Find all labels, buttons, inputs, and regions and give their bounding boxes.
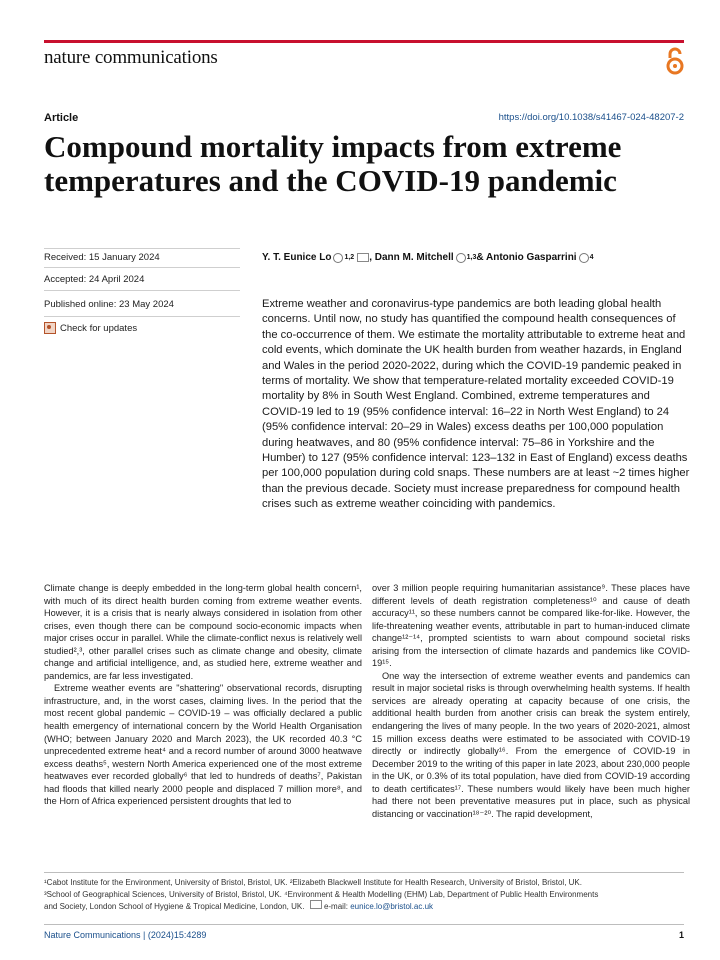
affiliation-divider [44,872,684,873]
email-icon[interactable] [357,253,369,262]
affiliation-line: ¹Cabot Institute for the Environment, University of Bristol, Bristol, UK. ²Elizabeth Blackwell Institute for Health Research, University of Bristol, Bristol, UK. [44,878,582,887]
affiliation-line: ³School of Geographical Sciences, University of Bristol, Bristol, UK. ⁴Environment & Health Modelling (EHM) Lab, Department of Public Health Environments [44,889,599,899]
corresponding-email[interactable]: eunice.lo@bristol.ac.uk [350,902,434,911]
body-paragraph: One way the intersection of extreme weather events and pandemics can result in major societal risks is through overwhelming health systems. If health services are already operating at capacity because of one crisis, the additional health burden from another crisis can break the system entirely, endangering the lives of many people. In the two years of 2020-2021, almost 15 million excess deaths were estimated to be associated with COVID-19 directly or indirectly globally¹⁶. From the emergence of COVID-19 in December 2019 to the writing of this paper in late 2023, about 230,000 people in the UK, or 0.3% of its total population, have died from COVID-19 according to death certificates¹⁷. These numbers would likely have been much higher had there not been preventative measures put in place, such as physical distancing or vaccination¹⁸⁻²⁰. The rapid development, [372,670,690,819]
author-affiliation: 4 [589,254,594,261]
author-name[interactable]: & Antonio Gasparrini [476,252,577,263]
author-name[interactable]: Y. T. Eunice Lo [262,252,332,263]
orcid-icon[interactable] [333,253,343,263]
body-paragraph: Climate change is deeply embedded in the long-term global health concern¹, with much of its direct health burden coming from extreme weather events. However, it is a crisis that is nearly always considered in isolation from other crises, even though there can be compound socio-economic impacts when major crises occur in parallel. While the climate-conflict nexus is relatively well studied²,³, other parallel crises such as climate change and obesity, climate change and artificial intelligence, and, as studied here, extreme weather and pandemics, are far less investigated. [44,583,362,681]
author-list [262,252,594,263]
body-paragraph: Extreme weather events are "shattering" observational records, disrupting infrastructure, and, in the worst cases, claiming lives. In the period that the most recent global pandemic – COVID-19 – was officially declared a public health emergency of international concern by the World Health Organisation (WHO; between January 2020 and March 2023), the UK recorded 40.3 °C unprecedented extreme heat⁴ and a record number of around 3000 heatwave excess deaths⁵, western North America experienced one of the most extreme heatwaves ever recorded globally⁶ that led to hundreds of deaths⁷, Pakistan had floods that killed nearly 2000 people and displaced 7 million more⁸, and the Horn of Africa experienced persistent droughts that led to [44,683,362,807]
orcid-icon[interactable] [456,253,466,263]
paper-title: Compound mortality impacts from extreme temperatures and the COVID-19 pandemic [44,129,622,198]
author-affiliation: 1,3 [466,254,477,261]
body-column-left [44,582,362,808]
body-paragraph: over 3 million people requiring humanitarian assistance⁹. These places have different levels of death registration completeness¹⁰ and cause of death accuracy¹¹, so these numbers cannot be compared like-for-like. However, the life-threatening weather events, attributable in part to human-induced climate change¹²⁻¹⁴, prompted scientists to warn about compound societal risks arising from the intersection of climate hazards and pandemics like COVID-19¹⁵. [372,583,690,669]
affiliation-line: and Society, London School of Hygiene & Tropical Medicine, London, UK. e-mail: eunice.lo@bristol.ac.uk [44,902,434,911]
email-icon [310,900,322,909]
body-column-right [372,582,690,820]
check-updates-button[interactable] [44,322,137,334]
abstract: Extreme weather and coronavirus-type pandemics are both leading global health concerns. Until now, no study has quantified the compound health consequences of the co-occurrence of them. We estimate the mortality attributable to extreme heat and cold events, which dominate the UK health burden from weather hazards, in England and Wales in the period 2020-2022, during which the COVID-19 pandemic peaked in terms of mortality. We show that temperature-related mortality exceeded COVID-19 mortality by 8% in South West England. Combined, extreme temperatures and COVID-19 led to 19 (95% confidence interval: 16–22 in North West England) to 24 (95% confidence interval: 20–29 in Wales) excess deaths per 100,000 population during heatwaves, and 80 (95% confidence interval: 75–86 in Yorkshire and the Humber) to 127 (95% confidence interval: 123–132 in East of England) excess deaths per 100,000 population during cold snaps. These numbers are at least ~2 times higher than the previous decade. Society must increase preparedness for compound health crises such as extreme weather coinciding with pandemics. [262,298,690,511]
open-access-icon [664,46,686,76]
footer-divider [44,924,684,925]
page-number: 1 [678,930,684,940]
header-rule [44,40,684,43]
affiliations [44,877,688,913]
meta-divider [44,316,240,317]
meta-divider [44,267,240,268]
check-updates-label: Check for updates [60,322,138,334]
meta-divider [44,248,240,249]
orcid-icon[interactable] [579,253,589,263]
article-type: Article [44,112,79,124]
published-date: Published online: 23 May 2024 [44,299,174,310]
accepted-date: Accepted: 24 April 2024 [44,274,145,285]
crossmark-icon [44,322,56,334]
author-affiliation: 1,2 [344,254,355,261]
received-date: Received: 15 January 2024 [44,252,160,263]
journal-name: nature communications [44,47,218,68]
author-name[interactable]: , Dann M. Mitchell [369,252,454,263]
meta-divider [44,290,240,291]
journal-citation: Nature Communications | (2024)15:4289 [44,930,207,940]
doi-link[interactable]: https://doi.org/10.1038/s41467-024-48207-2 [498,112,684,123]
email-label: e-mail: [323,902,348,911]
